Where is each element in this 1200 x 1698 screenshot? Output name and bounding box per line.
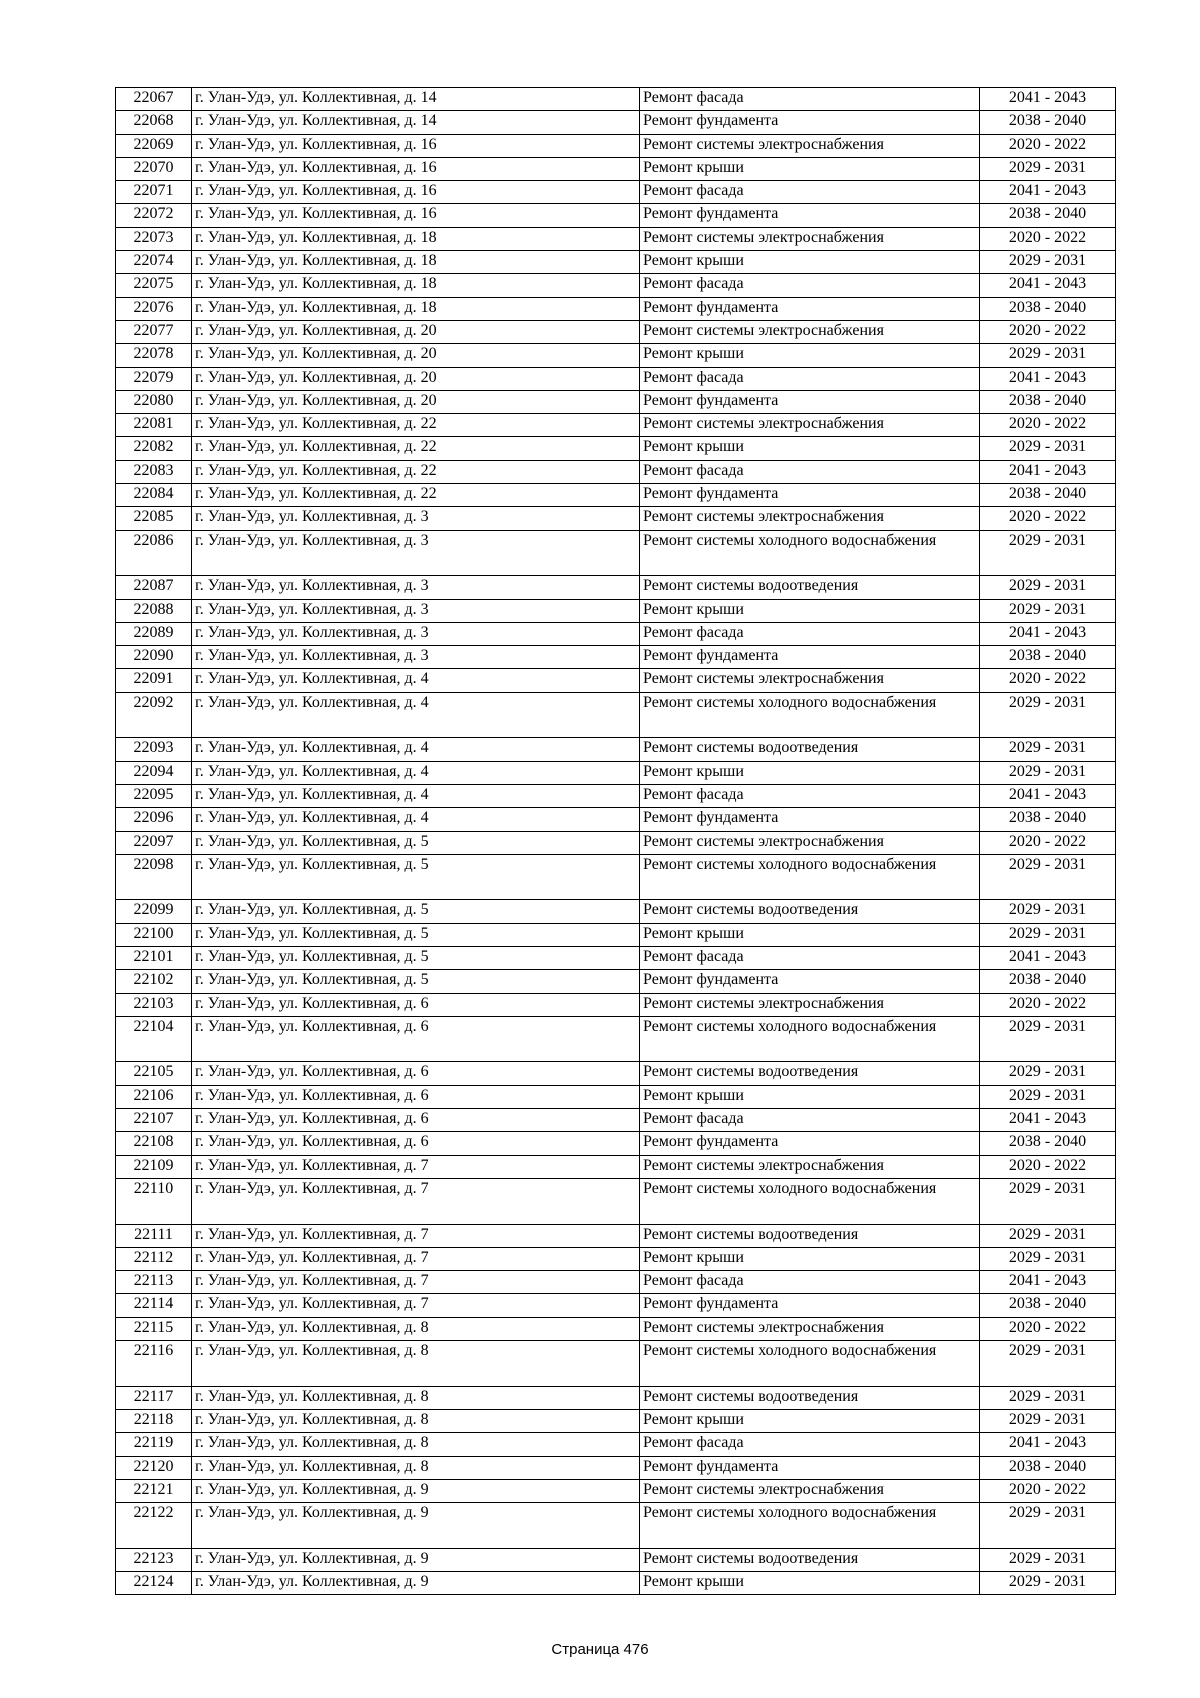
cell-id: 22079 bbox=[116, 367, 192, 390]
cell-work-type: Ремонт системы электроснабжения bbox=[640, 227, 980, 250]
table-row bbox=[116, 1109, 1116, 1132]
cell-id: 22076 bbox=[116, 297, 192, 320]
cell-address: г. Улан-Удэ, ул. Коллективная, д. 16 bbox=[192, 157, 640, 180]
cell-work-type: Ремонт фасада bbox=[640, 274, 980, 297]
cell-id: 22069 bbox=[116, 134, 192, 157]
table-row bbox=[116, 1433, 1116, 1456]
cell-period: 2041 - 2043 bbox=[980, 88, 1116, 111]
table-row bbox=[116, 484, 1116, 507]
cell-period: 2038 - 2040 bbox=[980, 970, 1116, 993]
table-row bbox=[116, 88, 1116, 111]
cell-id: 22082 bbox=[116, 437, 192, 460]
cell-address: г. Улан-Удэ, ул. Коллективная, д. 5 bbox=[192, 854, 640, 900]
cell-period: 2041 - 2043 bbox=[980, 367, 1116, 390]
cell-period: 2029 - 2031 bbox=[980, 1224, 1116, 1247]
cell-address: г. Улан-Удэ, ул. Коллективная, д. 7 bbox=[192, 1178, 640, 1224]
cell-address: г. Улан-Удэ, ул. Коллективная, д. 3 bbox=[192, 507, 640, 530]
cell-period: 2029 - 2031 bbox=[980, 1062, 1116, 1085]
cell-address: г. Улан-Удэ, ул. Коллективная, д. 6 bbox=[192, 1132, 640, 1155]
table-row bbox=[116, 923, 1116, 946]
cell-work-type: Ремонт системы холодного водоснабжения bbox=[640, 1016, 980, 1062]
cell-period: 2029 - 2031 bbox=[980, 692, 1116, 738]
table-row bbox=[116, 808, 1116, 831]
cell-period: 2029 - 2031 bbox=[980, 1016, 1116, 1062]
table-row bbox=[116, 251, 1116, 274]
table-row bbox=[116, 831, 1116, 854]
table-row bbox=[116, 1085, 1116, 1108]
cell-address: г. Улан-Удэ, ул. Коллективная, д. 22 bbox=[192, 460, 640, 483]
cell-period: 2041 - 2043 bbox=[980, 1109, 1116, 1132]
cell-period: 2020 - 2022 bbox=[980, 1155, 1116, 1178]
cell-work-type: Ремонт системы холодного водоснабжения bbox=[640, 1503, 980, 1549]
cell-work-type: Ремонт крыши bbox=[640, 1409, 980, 1432]
cell-id: 22090 bbox=[116, 646, 192, 669]
table-row bbox=[116, 1409, 1116, 1432]
cell-address: г. Улан-Удэ, ул. Коллективная, д. 5 bbox=[192, 831, 640, 854]
cell-id: 22077 bbox=[116, 320, 192, 343]
cell-period: 2041 - 2043 bbox=[980, 274, 1116, 297]
cell-period: 2029 - 2031 bbox=[980, 251, 1116, 274]
cell-id: 22080 bbox=[116, 390, 192, 413]
cell-id: 22089 bbox=[116, 622, 192, 645]
table-row bbox=[116, 900, 1116, 923]
table-row bbox=[116, 784, 1116, 807]
cell-address: г. Улан-Удэ, ул. Коллективная, д. 8 bbox=[192, 1317, 640, 1340]
cell-id: 22095 bbox=[116, 784, 192, 807]
cell-work-type: Ремонт фундамента bbox=[640, 1132, 980, 1155]
cell-address: г. Улан-Удэ, ул. Коллективная, д. 14 bbox=[192, 111, 640, 134]
cell-period: 2029 - 2031 bbox=[980, 761, 1116, 784]
table-row bbox=[116, 854, 1116, 900]
table-row bbox=[116, 1456, 1116, 1479]
cell-address: г. Улан-Удэ, ул. Коллективная, д. 9 bbox=[192, 1548, 640, 1571]
cell-id: 22105 bbox=[116, 1062, 192, 1085]
cell-address: г. Улан-Удэ, ул. Коллективная, д. 5 bbox=[192, 946, 640, 969]
table-row bbox=[116, 390, 1116, 413]
cell-id: 22088 bbox=[116, 599, 192, 622]
cell-work-type: Ремонт системы электроснабжения bbox=[640, 414, 980, 437]
cell-period: 2029 - 2031 bbox=[980, 923, 1116, 946]
cell-period: 2038 - 2040 bbox=[980, 484, 1116, 507]
table-row bbox=[116, 134, 1116, 157]
cell-work-type: Ремонт крыши bbox=[640, 761, 980, 784]
cell-id: 22084 bbox=[116, 484, 192, 507]
cell-period: 2020 - 2022 bbox=[980, 414, 1116, 437]
cell-period: 2029 - 2031 bbox=[980, 1386, 1116, 1409]
cell-address: г. Улан-Удэ, ул. Коллективная, д. 3 bbox=[192, 622, 640, 645]
cell-work-type: Ремонт фундамента bbox=[640, 484, 980, 507]
cell-period: 2041 - 2043 bbox=[980, 460, 1116, 483]
cell-work-type: Ремонт фасада bbox=[640, 88, 980, 111]
cell-id: 22068 bbox=[116, 111, 192, 134]
cell-address: г. Улан-Удэ, ул. Коллективная, д. 6 bbox=[192, 1016, 640, 1062]
cell-period: 2029 - 2031 bbox=[980, 738, 1116, 761]
cell-work-type: Ремонт системы электроснабжения bbox=[640, 320, 980, 343]
cell-work-type: Ремонт системы электроснабжения bbox=[640, 993, 980, 1016]
cell-work-type: Ремонт системы электроснабжения bbox=[640, 134, 980, 157]
table-row bbox=[116, 599, 1116, 622]
cell-address: г. Улан-Удэ, ул. Коллективная, д. 6 bbox=[192, 993, 640, 1016]
cell-address: г. Улан-Удэ, ул. Коллективная, д. 14 bbox=[192, 88, 640, 111]
cell-work-type: Ремонт системы холодного водоснабжения bbox=[640, 854, 980, 900]
cell-id: 22071 bbox=[116, 181, 192, 204]
cell-id: 22115 bbox=[116, 1317, 192, 1340]
cell-period: 2038 - 2040 bbox=[980, 1132, 1116, 1155]
cell-id: 22119 bbox=[116, 1433, 192, 1456]
cell-period: 2029 - 2031 bbox=[980, 854, 1116, 900]
cell-period: 2029 - 2031 bbox=[980, 437, 1116, 460]
cell-address: г. Улан-Удэ, ул. Коллективная, д. 20 bbox=[192, 344, 640, 367]
cell-id: 22092 bbox=[116, 692, 192, 738]
cell-address: г. Улан-Удэ, ул. Коллективная, д. 4 bbox=[192, 761, 640, 784]
table-row bbox=[116, 181, 1116, 204]
cell-id: 22086 bbox=[116, 530, 192, 576]
table-row bbox=[116, 1572, 1116, 1595]
table-row bbox=[116, 1317, 1116, 1340]
cell-period: 2038 - 2040 bbox=[980, 111, 1116, 134]
table-row bbox=[116, 530, 1116, 576]
cell-work-type: Ремонт фундамента bbox=[640, 808, 980, 831]
table-row bbox=[116, 946, 1116, 969]
cell-id: 22106 bbox=[116, 1085, 192, 1108]
cell-id: 22067 bbox=[116, 88, 192, 111]
cell-address: г. Улан-Удэ, ул. Коллективная, д. 16 bbox=[192, 181, 640, 204]
cell-id: 22093 bbox=[116, 738, 192, 761]
cell-id: 22081 bbox=[116, 414, 192, 437]
table-row bbox=[116, 761, 1116, 784]
cell-work-type: Ремонт крыши bbox=[640, 1247, 980, 1270]
cell-period: 2029 - 2031 bbox=[980, 157, 1116, 180]
cell-address: г. Улан-Удэ, ул. Коллективная, д. 18 bbox=[192, 251, 640, 274]
cell-id: 22111 bbox=[116, 1224, 192, 1247]
cell-id: 22122 bbox=[116, 1503, 192, 1549]
cell-period: 2029 - 2031 bbox=[980, 1409, 1116, 1432]
cell-address: г. Улан-Удэ, ул. Коллективная, д. 7 bbox=[192, 1271, 640, 1294]
cell-address: г. Улан-Удэ, ул. Коллективная, д. 8 bbox=[192, 1341, 640, 1387]
cell-id: 22103 bbox=[116, 993, 192, 1016]
table-row bbox=[116, 437, 1116, 460]
cell-id: 22100 bbox=[116, 923, 192, 946]
cell-address: г. Улан-Удэ, ул. Коллективная, д. 4 bbox=[192, 738, 640, 761]
cell-work-type: Ремонт крыши bbox=[640, 344, 980, 367]
cell-id: 22078 bbox=[116, 344, 192, 367]
cell-id: 22074 bbox=[116, 251, 192, 274]
cell-period: 2029 - 2031 bbox=[980, 530, 1116, 576]
cell-work-type: Ремонт системы холодного водоснабжения bbox=[640, 692, 980, 738]
cell-work-type: Ремонт фундамента bbox=[640, 646, 980, 669]
cell-period: 2029 - 2031 bbox=[980, 1341, 1116, 1387]
cell-period: 2020 - 2022 bbox=[980, 1317, 1116, 1340]
cell-address: г. Улан-Удэ, ул. Коллективная, д. 6 bbox=[192, 1109, 640, 1132]
cell-period: 2020 - 2022 bbox=[980, 507, 1116, 530]
cell-period: 2038 - 2040 bbox=[980, 390, 1116, 413]
cell-period: 2029 - 2031 bbox=[980, 1503, 1116, 1549]
cell-period: 2038 - 2040 bbox=[980, 204, 1116, 227]
cell-period: 2020 - 2022 bbox=[980, 669, 1116, 692]
cell-address: г. Улан-Удэ, ул. Коллективная, д. 4 bbox=[192, 669, 640, 692]
cell-work-type: Ремонт крыши bbox=[640, 157, 980, 180]
cell-period: 2038 - 2040 bbox=[980, 297, 1116, 320]
cell-address: г. Улан-Удэ, ул. Коллективная, д. 7 bbox=[192, 1247, 640, 1270]
cell-address: г. Улан-Удэ, ул. Коллективная, д. 22 bbox=[192, 484, 640, 507]
cell-address: г. Улан-Удэ, ул. Коллективная, д. 18 bbox=[192, 227, 640, 250]
cell-address: г. Улан-Удэ, ул. Коллективная, д. 16 bbox=[192, 204, 640, 227]
table-row bbox=[116, 227, 1116, 250]
cell-work-type: Ремонт крыши bbox=[640, 599, 980, 622]
cell-period: 2029 - 2031 bbox=[980, 1247, 1116, 1270]
table-row bbox=[116, 367, 1116, 390]
cell-work-type: Ремонт системы холодного водоснабжения bbox=[640, 530, 980, 576]
cell-period: 2029 - 2031 bbox=[980, 900, 1116, 923]
cell-period: 2041 - 2043 bbox=[980, 946, 1116, 969]
cell-work-type: Ремонт крыши bbox=[640, 923, 980, 946]
cell-period: 2029 - 2031 bbox=[980, 1085, 1116, 1108]
cell-period: 2020 - 2022 bbox=[980, 227, 1116, 250]
table-row bbox=[116, 1548, 1116, 1571]
cell-work-type: Ремонт системы электроснабжения bbox=[640, 507, 980, 530]
cell-address: г. Улан-Удэ, ул. Коллективная, д. 7 bbox=[192, 1294, 640, 1317]
cell-id: 22073 bbox=[116, 227, 192, 250]
cell-id: 22104 bbox=[116, 1016, 192, 1062]
cell-address: г. Улан-Удэ, ул. Коллективная, д. 8 bbox=[192, 1409, 640, 1432]
table-row bbox=[116, 576, 1116, 599]
cell-work-type: Ремонт фасада bbox=[640, 1271, 980, 1294]
table-row bbox=[116, 1132, 1116, 1155]
cell-work-type: Ремонт системы электроснабжения bbox=[640, 1155, 980, 1178]
cell-address: г. Улан-Удэ, ул. Коллективная, д. 20 bbox=[192, 320, 640, 343]
table-row bbox=[116, 1247, 1116, 1270]
cell-period: 2029 - 2031 bbox=[980, 1178, 1116, 1224]
cell-id: 22120 bbox=[116, 1456, 192, 1479]
cell-address: г. Улан-Удэ, ул. Коллективная, д. 7 bbox=[192, 1224, 640, 1247]
cell-work-type: Ремонт фасада bbox=[640, 460, 980, 483]
cell-address: г. Улан-Удэ, ул. Коллективная, д. 5 bbox=[192, 970, 640, 993]
cell-address: г. Улан-Удэ, ул. Коллективная, д. 4 bbox=[192, 784, 640, 807]
cell-address: г. Улан-Удэ, ул. Коллективная, д. 9 bbox=[192, 1572, 640, 1595]
cell-address: г. Улан-Удэ, ул. Коллективная, д. 3 bbox=[192, 646, 640, 669]
table-body bbox=[116, 88, 1116, 1595]
table-row bbox=[116, 970, 1116, 993]
table-row bbox=[116, 1341, 1116, 1387]
cell-id: 22123 bbox=[116, 1548, 192, 1571]
cell-address: г. Улан-Удэ, ул. Коллективная, д. 9 bbox=[192, 1503, 640, 1549]
cell-id: 22113 bbox=[116, 1271, 192, 1294]
repair-schedule-table bbox=[115, 87, 1116, 1595]
cell-address: г. Улан-Удэ, ул. Коллективная, д. 3 bbox=[192, 576, 640, 599]
table-row bbox=[116, 507, 1116, 530]
table-row bbox=[116, 1062, 1116, 1085]
table-row bbox=[116, 622, 1116, 645]
cell-work-type: Ремонт фундамента bbox=[640, 390, 980, 413]
cell-id: 22096 bbox=[116, 808, 192, 831]
cell-work-type: Ремонт крыши bbox=[640, 251, 980, 274]
cell-address: г. Улан-Удэ, ул. Коллективная, д. 9 bbox=[192, 1479, 640, 1502]
cell-id: 22117 bbox=[116, 1386, 192, 1409]
table-row bbox=[116, 320, 1116, 343]
cell-period: 2029 - 2031 bbox=[980, 599, 1116, 622]
cell-work-type: Ремонт фасада bbox=[640, 622, 980, 645]
cell-period: 2041 - 2043 bbox=[980, 1271, 1116, 1294]
cell-id: 22099 bbox=[116, 900, 192, 923]
cell-work-type: Ремонт системы водоотведения bbox=[640, 738, 980, 761]
cell-period: 2020 - 2022 bbox=[980, 993, 1116, 1016]
table-row bbox=[116, 1016, 1116, 1062]
table-row bbox=[116, 1479, 1116, 1502]
cell-id: 22070 bbox=[116, 157, 192, 180]
cell-id: 22107 bbox=[116, 1109, 192, 1132]
cell-id: 22116 bbox=[116, 1341, 192, 1387]
table-row bbox=[116, 297, 1116, 320]
table-row bbox=[116, 1271, 1116, 1294]
table-row bbox=[116, 157, 1116, 180]
cell-address: г. Улан-Удэ, ул. Коллективная, д. 8 bbox=[192, 1386, 640, 1409]
cell-work-type: Ремонт системы водоотведения bbox=[640, 1548, 980, 1571]
cell-id: 22085 bbox=[116, 507, 192, 530]
cell-period: 2041 - 2043 bbox=[980, 181, 1116, 204]
cell-id: 22114 bbox=[116, 1294, 192, 1317]
cell-address: г. Улан-Удэ, ул. Коллективная, д. 22 bbox=[192, 414, 640, 437]
table-row bbox=[116, 344, 1116, 367]
cell-address: г. Улан-Удэ, ул. Коллективная, д. 6 bbox=[192, 1085, 640, 1108]
cell-address: г. Улан-Удэ, ул. Коллективная, д. 20 bbox=[192, 390, 640, 413]
cell-address: г. Улан-Удэ, ул. Коллективная, д. 8 bbox=[192, 1456, 640, 1479]
cell-id: 22101 bbox=[116, 946, 192, 969]
cell-address: г. Улан-Удэ, ул. Коллективная, д. 18 bbox=[192, 274, 640, 297]
cell-period: 2041 - 2043 bbox=[980, 784, 1116, 807]
cell-work-type: Ремонт системы холодного водоснабжения bbox=[640, 1178, 980, 1224]
cell-id: 22112 bbox=[116, 1247, 192, 1270]
cell-id: 22098 bbox=[116, 854, 192, 900]
table-row bbox=[116, 1294, 1116, 1317]
cell-period: 2029 - 2031 bbox=[980, 1548, 1116, 1571]
table-row bbox=[116, 1224, 1116, 1247]
cell-id: 22124 bbox=[116, 1572, 192, 1595]
cell-work-type: Ремонт системы водоотведения bbox=[640, 900, 980, 923]
page-number: Страница 476 bbox=[551, 1641, 649, 1658]
cell-period: 2020 - 2022 bbox=[980, 1479, 1116, 1502]
cell-address: г. Улан-Удэ, ул. Коллективная, д. 3 bbox=[192, 530, 640, 576]
cell-id: 22072 bbox=[116, 204, 192, 227]
cell-work-type: Ремонт крыши bbox=[640, 1085, 980, 1108]
table-row bbox=[116, 1386, 1116, 1409]
cell-period: 2029 - 2031 bbox=[980, 344, 1116, 367]
cell-period: 2038 - 2040 bbox=[980, 1294, 1116, 1317]
table-row bbox=[116, 111, 1116, 134]
cell-period: 2020 - 2022 bbox=[980, 320, 1116, 343]
table-row bbox=[116, 1155, 1116, 1178]
table-row bbox=[116, 274, 1116, 297]
cell-work-type: Ремонт системы водоотведения bbox=[640, 1224, 980, 1247]
table-row bbox=[116, 204, 1116, 227]
cell-id: 22087 bbox=[116, 576, 192, 599]
cell-period: 2038 - 2040 bbox=[980, 808, 1116, 831]
cell-work-type: Ремонт фундамента bbox=[640, 970, 980, 993]
cell-work-type: Ремонт системы электроснабжения bbox=[640, 1479, 980, 1502]
cell-id: 22108 bbox=[116, 1132, 192, 1155]
cell-address: г. Улан-Удэ, ул. Коллективная, д. 20 bbox=[192, 367, 640, 390]
cell-id: 22097 bbox=[116, 831, 192, 854]
cell-address: г. Улан-Удэ, ул. Коллективная, д. 8 bbox=[192, 1433, 640, 1456]
cell-work-type: Ремонт фасада bbox=[640, 946, 980, 969]
cell-period: 2041 - 2043 bbox=[980, 1433, 1116, 1456]
table-row bbox=[116, 692, 1116, 738]
table-row bbox=[116, 669, 1116, 692]
cell-id: 22110 bbox=[116, 1178, 192, 1224]
cell-period: 2029 - 2031 bbox=[980, 576, 1116, 599]
cell-work-type: Ремонт фасада bbox=[640, 181, 980, 204]
cell-work-type: Ремонт фундамента bbox=[640, 204, 980, 227]
cell-id: 22121 bbox=[116, 1479, 192, 1502]
table-row bbox=[116, 460, 1116, 483]
cell-work-type: Ремонт фасада bbox=[640, 367, 980, 390]
cell-work-type: Ремонт системы электроснабжения bbox=[640, 669, 980, 692]
cell-work-type: Ремонт фасада bbox=[640, 1433, 980, 1456]
cell-work-type: Ремонт фундамента bbox=[640, 111, 980, 134]
cell-address: г. Улан-Удэ, ул. Коллективная, д. 7 bbox=[192, 1155, 640, 1178]
cell-address: г. Улан-Удэ, ул. Коллективная, д. 16 bbox=[192, 134, 640, 157]
cell-work-type: Ремонт фасада bbox=[640, 784, 980, 807]
table-row bbox=[116, 738, 1116, 761]
cell-work-type: Ремонт системы электроснабжения bbox=[640, 1317, 980, 1340]
cell-id: 22102 bbox=[116, 970, 192, 993]
cell-work-type: Ремонт системы водоотведения bbox=[640, 1386, 980, 1409]
table-row bbox=[116, 646, 1116, 669]
table-row bbox=[116, 414, 1116, 437]
cell-period: 2029 - 2031 bbox=[980, 1572, 1116, 1595]
cell-address: г. Улан-Удэ, ул. Коллективная, д. 5 bbox=[192, 923, 640, 946]
table-row bbox=[116, 1178, 1116, 1224]
table-row bbox=[116, 993, 1116, 1016]
cell-id: 22109 bbox=[116, 1155, 192, 1178]
cell-work-type: Ремонт крыши bbox=[640, 437, 980, 460]
cell-address: г. Улан-Удэ, ул. Коллективная, д. 3 bbox=[192, 599, 640, 622]
cell-address: г. Улан-Удэ, ул. Коллективная, д. 5 bbox=[192, 900, 640, 923]
cell-address: г. Улан-Удэ, ул. Коллективная, д. 22 bbox=[192, 437, 640, 460]
cell-work-type: Ремонт фундамента bbox=[640, 1456, 980, 1479]
cell-work-type: Ремонт фундамента bbox=[640, 1294, 980, 1317]
cell-id: 22118 bbox=[116, 1409, 192, 1432]
cell-work-type: Ремонт системы холодного водоснабжения bbox=[640, 1341, 980, 1387]
cell-id: 22094 bbox=[116, 761, 192, 784]
cell-work-type: Ремонт системы водоотведения bbox=[640, 576, 980, 599]
cell-id: 22091 bbox=[116, 669, 192, 692]
table-row bbox=[116, 1503, 1116, 1549]
cell-period: 2020 - 2022 bbox=[980, 134, 1116, 157]
cell-id: 22083 bbox=[116, 460, 192, 483]
cell-work-type: Ремонт фундамента bbox=[640, 297, 980, 320]
cell-address: г. Улан-Удэ, ул. Коллективная, д. 6 bbox=[192, 1062, 640, 1085]
cell-period: 2038 - 2040 bbox=[980, 646, 1116, 669]
cell-work-type: Ремонт крыши bbox=[640, 1572, 980, 1595]
cell-period: 2038 - 2040 bbox=[980, 1456, 1116, 1479]
cell-period: 2020 - 2022 bbox=[980, 831, 1116, 854]
cell-period: 2041 - 2043 bbox=[980, 622, 1116, 645]
cell-address: г. Улан-Удэ, ул. Коллективная, д. 4 bbox=[192, 808, 640, 831]
cell-work-type: Ремонт системы электроснабжения bbox=[640, 831, 980, 854]
cell-work-type: Ремонт фасада bbox=[640, 1109, 980, 1132]
cell-work-type: Ремонт системы водоотведения bbox=[640, 1062, 980, 1085]
cell-address: г. Улан-Удэ, ул. Коллективная, д. 18 bbox=[192, 297, 640, 320]
cell-id: 22075 bbox=[116, 274, 192, 297]
cell-address: г. Улан-Удэ, ул. Коллективная, д. 4 bbox=[192, 692, 640, 738]
